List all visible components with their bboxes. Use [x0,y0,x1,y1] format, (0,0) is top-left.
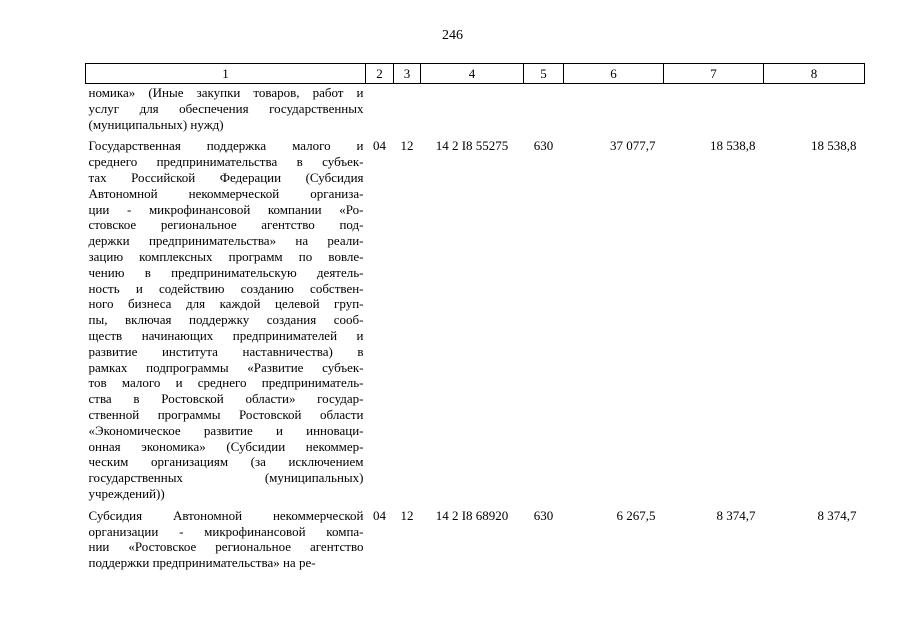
description-line: развитие института наставничества) в [88,343,364,359]
target-article-code [421,84,524,133]
amount-year-2: 18 538,8 [710,138,756,154]
table-row [86,84,865,133]
subsection-code: 12 [400,507,414,523]
description-line: поддержки предпринимательства» на ре- [88,555,316,571]
description-line: Государственная поддержка малого и [88,138,364,154]
header-col-3: 3 [394,64,421,84]
header-col-5: 5 [524,64,564,84]
header-col-4: 4 [421,64,524,84]
description-line: Субсидия Автономной некоммерческой [88,507,364,523]
target-article-code: 14 2 I8 68920 [435,507,509,523]
description-line: зацию комплексных программ по вовле- [88,248,364,264]
description-line: нии «Ростовское региональное агентство [88,539,364,555]
description-line: ственной программы Ростовской области [88,406,364,422]
section-code: 04 [373,507,386,523]
header-col-6: 6 [564,64,664,84]
section-code [366,84,394,133]
description-line: номика» (Иные закупки товаров, работ и [88,85,364,100]
description-line: ческим организациям (за исключением [88,454,364,470]
header-col-1: 1 [86,64,366,84]
description-line: услуг для обеспечения государственных [88,100,364,116]
row-description [86,502,366,571]
header-row [86,64,865,84]
header-col-8: 8 [764,64,865,84]
description-line: онная экономика» (Субсидии некоммер- [88,438,364,454]
table-body [86,84,865,571]
description-line: ции - микрофинансовой компании «Ро- [88,201,364,217]
row-description [86,132,366,501]
description-line: ность и содействию созданию собствен- [88,280,364,296]
subsection-code [394,84,421,133]
description-line: держки предпринимательства» на реали- [88,233,364,249]
description-line: чению в предпринимательскую деятель- [88,264,364,280]
description-line: учреждений)) [88,485,165,501]
amount-year-3 [764,84,865,133]
amount-year-2: 8 374,7 [716,507,756,523]
expense-type-code: 630 [533,507,554,523]
description-line: тах Российской Федерации (Субсидия [88,169,364,185]
header-col-2: 2 [366,64,394,84]
amount-year-3: 8 374,7 [817,507,857,523]
amount-year-1: 6 267,5 [616,507,656,523]
amount-year-1: 37 077,7 [610,138,656,154]
description-line: Автономной некоммерческой организа- [88,185,364,201]
description-line: среднего предпринимательства в субъек- [88,154,364,170]
table-row [86,502,865,571]
amount-year-1 [564,84,664,133]
target-article-code: 14 2 I8 55275 [435,138,509,154]
budget-table [85,63,865,571]
table-row [86,132,865,501]
amount-year-2 [664,84,764,133]
header-col-7: 7 [664,64,764,84]
expense-type-code: 630 [533,138,554,154]
row-description [86,84,366,133]
amount-year-3: 18 538,8 [811,138,857,154]
description-line: государственных (муниципальных) [88,470,364,486]
table-header [86,64,865,84]
description-line: (муниципальных) нужд) [88,116,224,132]
subsection-code: 12 [400,138,414,154]
description-line: ства в Ростовской области» государ- [88,391,364,407]
section-code: 04 [373,138,386,154]
description-line: рамках подпрограммы «Развитие субъек- [88,359,364,375]
description-line: стовское региональное агентство под- [88,217,364,233]
description-line: тов малого и среднего предприниматель- [88,375,364,391]
page-number: 246 [442,28,463,43]
expense-type-code [524,84,564,133]
description-line: ществ начинающих предпринимателей и [88,327,364,343]
description-line: ного бизнеса для каждой целевой груп- [88,296,364,312]
description-line: организации - микрофинансовой компа- [88,523,364,539]
description-line: «Экономическое развитие и инноваци- [88,422,364,438]
description-line: пы, включая поддержку создания сооб- [88,312,364,328]
